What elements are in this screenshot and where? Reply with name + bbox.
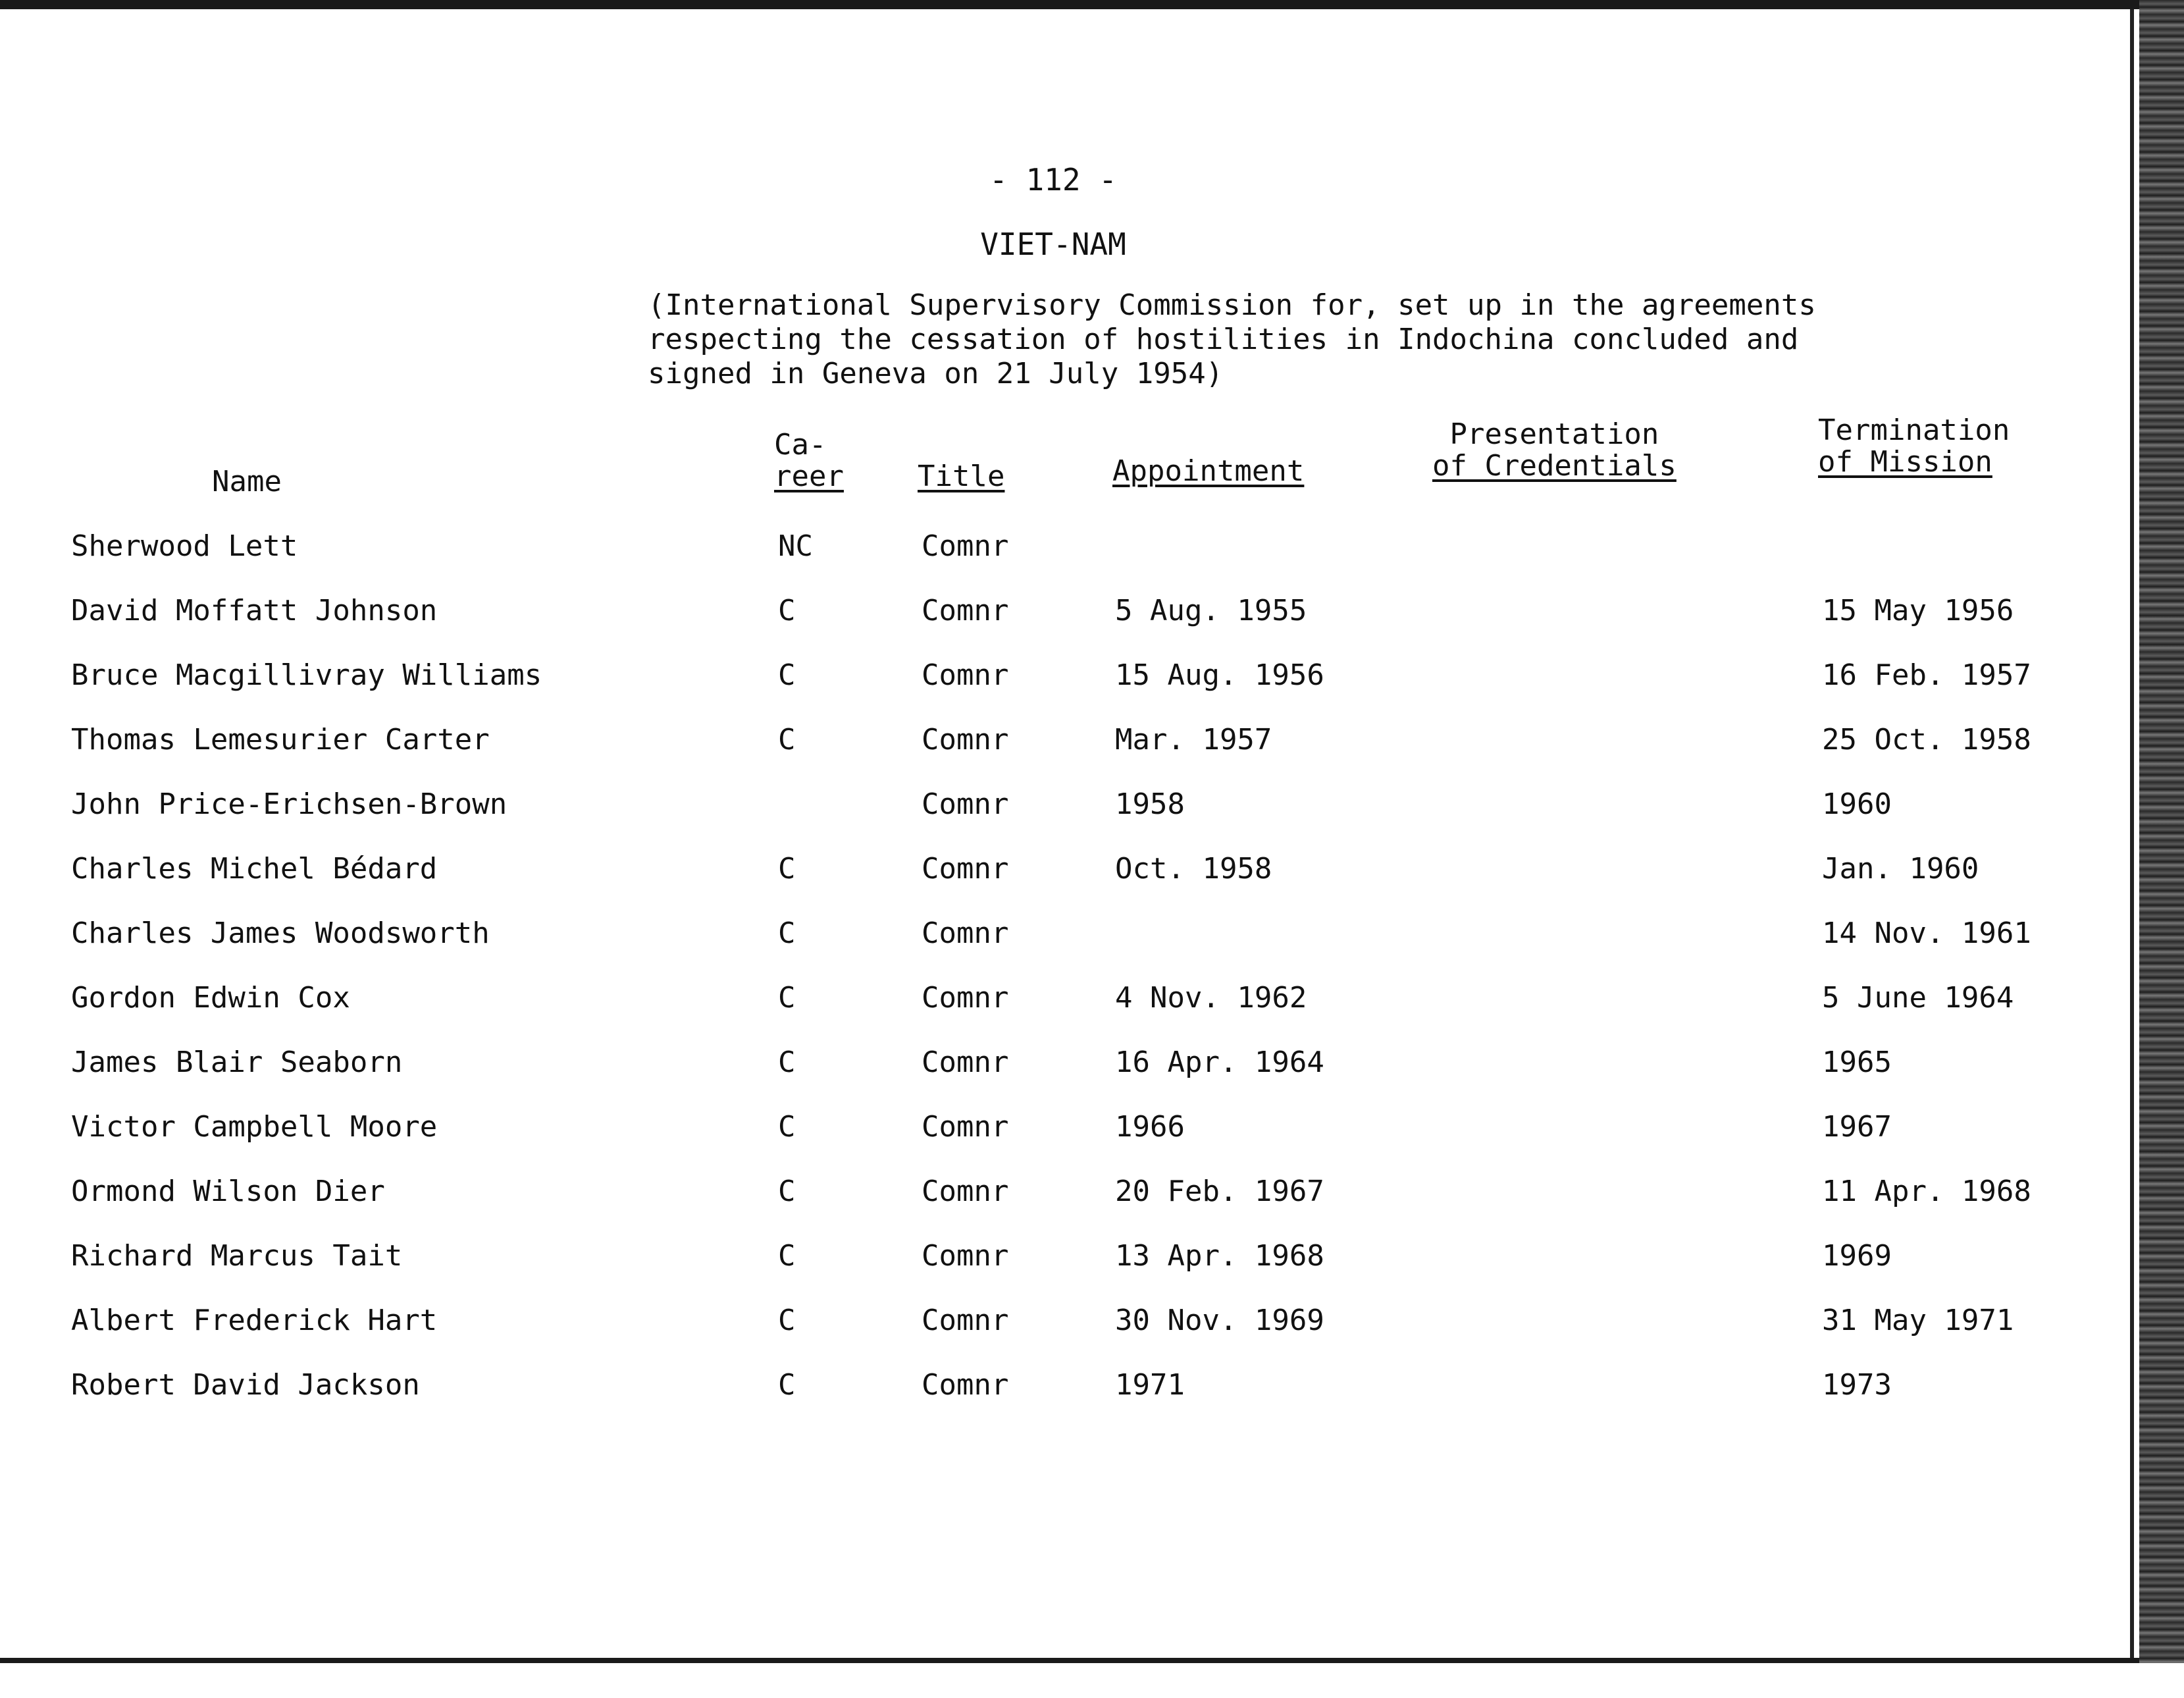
header-name: Name	[212, 465, 282, 498]
cell-termination: 11 Apr. 1968	[1822, 1175, 2031, 1208]
cell-career: C	[778, 1175, 796, 1208]
cell-career: C	[778, 658, 796, 692]
cell-termination: 1960	[1822, 787, 1892, 821]
table-row	[0, 656, 2106, 695]
header-termination	[1818, 415, 2010, 478]
cell-termination: 14 Nov. 1961	[1822, 916, 2031, 950]
cell-appointment: 1971	[1115, 1368, 1185, 1402]
cell-termination: 16 Feb. 1957	[1822, 658, 2031, 692]
cell-title: Comnr	[922, 529, 1009, 563]
cell-career: C	[778, 852, 796, 886]
cell-title: Comnr	[922, 1239, 1009, 1273]
cell-career: C	[778, 1046, 796, 1079]
cell-appointment: 13 Apr. 1968	[1115, 1239, 1324, 1273]
table-row	[0, 1043, 2106, 1082]
cell-name: Ormond Wilson Dier	[71, 1175, 385, 1208]
header-career-line1: Ca-	[774, 428, 827, 462]
scan-bottom-edge	[0, 1658, 2139, 1663]
table-row	[0, 849, 2106, 889]
cell-name: Victor Campbell Moore	[71, 1110, 438, 1144]
cell-career: C	[778, 1110, 796, 1144]
cell-appointment: Oct. 1958	[1115, 852, 1272, 886]
cell-career: C	[778, 723, 796, 756]
cell-title: Comnr	[922, 723, 1009, 756]
cell-appointment: 20 Feb. 1967	[1115, 1175, 1324, 1208]
cell-appointment: Mar. 1957	[1115, 723, 1272, 756]
cell-name: Sherwood Lett	[71, 529, 298, 563]
cell-title: Comnr	[922, 916, 1009, 950]
cell-title: Comnr	[922, 1110, 1009, 1144]
cell-name: John Price-Erichsen-Brown	[71, 787, 507, 821]
table-row	[0, 720, 2106, 760]
cell-termination: 5 June 1964	[1822, 981, 2014, 1015]
cell-name: David Moffatt Johnson	[71, 594, 438, 627]
scan-right-border	[2130, 9, 2134, 1662]
cell-termination: 1973	[1822, 1368, 1892, 1402]
cell-name: Charles Michel Bédard	[71, 852, 438, 886]
table-row	[0, 978, 2106, 1018]
cell-name: Bruce Macgillivray Williams	[71, 658, 542, 692]
cell-career: C	[778, 981, 796, 1015]
cell-appointment: 5 Aug. 1955	[1115, 594, 1307, 627]
scan-right-edge	[2139, 0, 2184, 1698]
header-termination-line1: Termination	[1818, 413, 2010, 447]
cell-appointment: 1958	[1115, 787, 1185, 821]
page-number: - 112 -	[989, 162, 1117, 198]
cell-name: Richard Marcus Tait	[71, 1239, 403, 1273]
cell-career: C	[778, 916, 796, 950]
cell-title: Comnr	[922, 1175, 1009, 1208]
cell-career: C	[778, 1304, 796, 1337]
cell-career: NC	[778, 529, 813, 563]
header-presentation	[1432, 419, 1677, 482]
cell-career: C	[778, 1239, 796, 1273]
scan-top-edge	[0, 0, 2184, 9]
header-appointment	[1112, 456, 1304, 487]
cell-name: Albert Frederick Hart	[71, 1304, 438, 1337]
cell-title: Comnr	[922, 658, 1009, 692]
cell-appointment: 4 Nov. 1962	[1115, 981, 1307, 1015]
table-row	[0, 1366, 2106, 1405]
header-title-label: Title	[918, 460, 1005, 493]
cell-name: Gordon Edwin Cox	[71, 981, 350, 1015]
cell-termination: 31 May 1971	[1822, 1304, 2014, 1337]
cell-title: Comnr	[922, 852, 1009, 886]
cell-name: Charles James Woodsworth	[71, 916, 490, 950]
cell-termination: 15 May 1956	[1822, 594, 2014, 627]
cell-termination: 1965	[1822, 1046, 1892, 1079]
cell-career: C	[778, 594, 796, 627]
header-presentation-line2: of Credentials	[1432, 449, 1677, 483]
cell-title: Comnr	[922, 594, 1009, 627]
table-row	[0, 1107, 2106, 1147]
table-row	[0, 785, 2106, 824]
table-row	[0, 914, 2106, 953]
cell-appointment: 16 Apr. 1964	[1115, 1046, 1324, 1079]
cell-appointment: 30 Nov. 1969	[1115, 1304, 1324, 1337]
table-row	[0, 1236, 2106, 1276]
cell-career: C	[778, 1368, 796, 1402]
cell-name: Robert David Jackson	[71, 1368, 420, 1402]
table-row	[0, 527, 2106, 566]
header-termination-line2: of Mission	[1818, 445, 1992, 479]
page-subtitle: (International Supervisory Commission for, set up in the agreements respecting the cessation of hostilities in Indochina concluded and signed in Geneva on 21 July 1954)	[648, 288, 1816, 390]
cell-name: James Blair Seaborn	[71, 1046, 403, 1079]
header-appointment-label: Appointment	[1112, 454, 1305, 488]
cell-name: Thomas Lemesurier Carter	[71, 723, 490, 756]
table-row	[0, 591, 2106, 631]
scan-bottom-margin	[0, 1663, 2184, 1698]
table-row	[0, 1172, 2106, 1211]
cell-termination: 25 Oct. 1958	[1822, 723, 2031, 756]
header-presentation-line1: Presentation	[1449, 417, 1659, 451]
cell-title: Comnr	[922, 787, 1009, 821]
cell-termination: 1969	[1822, 1239, 1892, 1273]
cell-termination: 1967	[1822, 1110, 1892, 1144]
cell-appointment: 1966	[1115, 1110, 1185, 1144]
cell-termination: Jan. 1960	[1822, 852, 1979, 886]
header-career-line2: reer	[774, 460, 844, 493]
page-title: VIET-NAM	[980, 226, 1126, 262]
cell-title: Comnr	[922, 1046, 1009, 1079]
table-row	[0, 1301, 2106, 1340]
cell-title: Comnr	[922, 1304, 1009, 1337]
cell-title: Comnr	[922, 981, 1009, 1015]
header-career	[774, 429, 844, 492]
header-title	[918, 461, 1004, 492]
cell-title: Comnr	[922, 1368, 1009, 1402]
cell-appointment: 15 Aug. 1956	[1115, 658, 1324, 692]
